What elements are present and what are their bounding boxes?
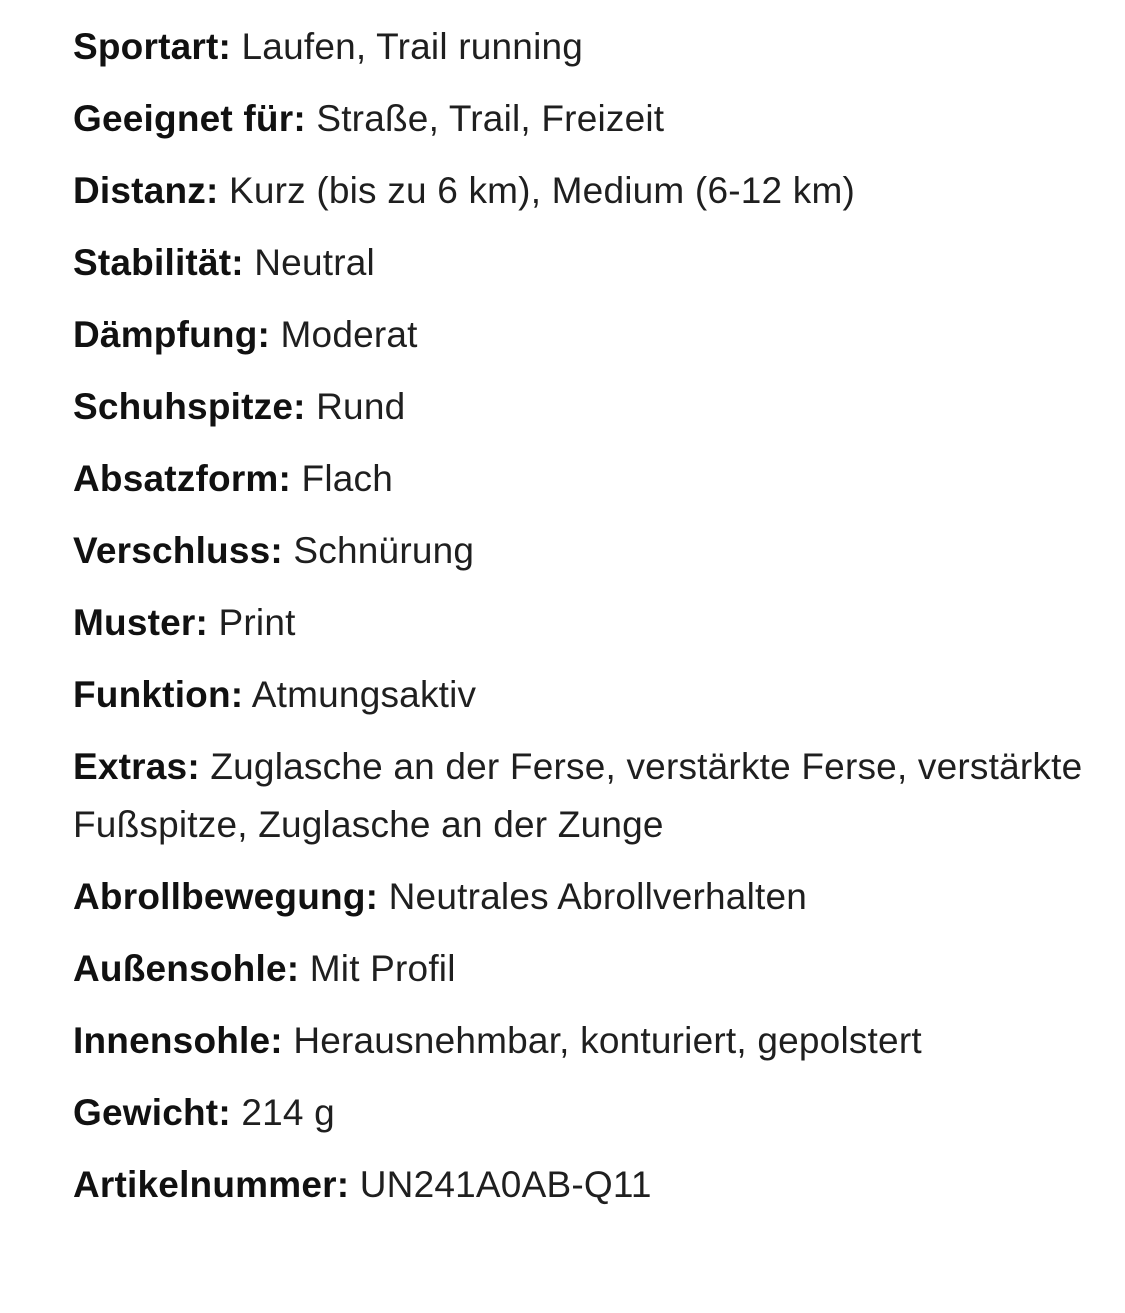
attribute-row-distanz [73,162,1083,220]
attribute-label: Artikelnummer: [73,1164,350,1205]
attribute-label: Distanz: [73,170,219,211]
attribute-row-aussensohle [73,940,1083,998]
product-attributes-list [73,18,1083,1228]
attribute-value: Schnürung [293,530,475,571]
attribute-value: Print [218,602,296,643]
attribute-label: Gewicht: [73,1092,231,1133]
attribute-label: Außensohle: [73,948,300,989]
attribute-label: Verschluss: [73,530,283,571]
attribute-value: Atmungsaktiv [251,674,477,715]
attribute-value: Herausnehmbar, konturiert, gepolstert [293,1020,922,1061]
attribute-value: Flach [301,458,394,499]
attribute-value: Kurz (bis zu 6 km), Medium (6-12 km) [228,170,856,211]
attribute-row-artikelnummer [73,1156,1083,1214]
attribute-row-schuhspitze [73,378,1083,436]
attribute-label: Innensohle: [73,1020,283,1061]
attribute-value: 214 g [241,1092,335,1133]
attribute-label: Muster: [73,602,209,643]
attribute-label: Funktion: [73,674,244,715]
attribute-row-muster [73,594,1083,652]
attribute-row-absatzform [73,450,1083,508]
attribute-row-innensohle [73,1012,1083,1070]
attribute-value: Mit Profil [309,948,456,989]
attribute-row-daempfung [73,306,1083,364]
attribute-value: Zuglasche an der Ferse, verstärkte Ferse, verstärkte Fußspitze, Zuglasche an der Zunge [73,746,1083,845]
attribute-label: Sportart: [73,26,232,67]
attribute-row-extras [73,738,1083,854]
attribute-value: Moderat [280,314,418,355]
attribute-label: Absatzform: [73,458,292,499]
attribute-label: Schuhspitze: [73,386,306,427]
attribute-label: Stabilität: [73,242,244,283]
attribute-row-verschluss [73,522,1083,580]
attribute-value: Neutral [254,242,375,283]
attribute-value: Rund [316,386,406,427]
attribute-row-sportart [73,18,1083,76]
attribute-label: Extras: [73,746,200,787]
attribute-row-funktion [73,666,1083,724]
attribute-row-abrollbewegung [73,868,1083,926]
attribute-row-gewicht [73,1084,1083,1142]
attribute-label: Abrollbewegung: [73,876,379,917]
attribute-row-stabilitaet [73,234,1083,292]
attribute-value: UN241A0AB-Q11 [359,1164,652,1205]
attribute-value: Neutrales Abrollverhalten [388,876,808,917]
attribute-label: Dämpfung: [73,314,271,355]
attribute-row-geeignet-fuer [73,90,1083,148]
attribute-label: Geeignet für: [73,98,306,139]
attribute-value: Straße, Trail, Freizeit [316,98,665,139]
attribute-value: Laufen, Trail running [241,26,584,67]
